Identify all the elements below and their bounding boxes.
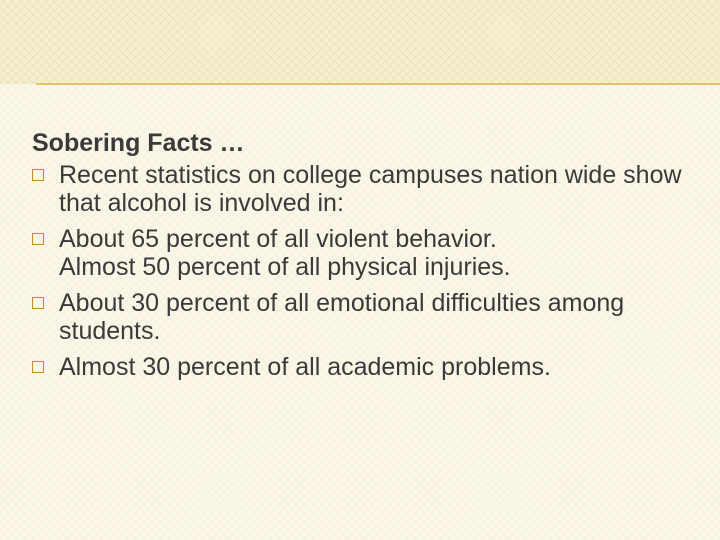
square-bullet-icon — [32, 297, 44, 309]
bullet-item — [32, 353, 682, 381]
square-bullet-icon — [32, 361, 44, 373]
slide-content — [32, 125, 682, 389]
bullet-text: About 30 percent of all emotional difficulties among students. — [59, 289, 625, 345]
plain-text-line: Almost 50 percent of all physical injuries. — [59, 253, 511, 281]
square-bullet-icon — [32, 233, 44, 245]
bullet-item — [32, 289, 682, 345]
title-divider — [36, 83, 720, 85]
top-decorative-band — [0, 0, 720, 84]
bullet-text: Almost 30 percent of all academic problems. — [59, 353, 551, 381]
square-bullet-icon — [32, 169, 44, 181]
bullet-item — [32, 161, 682, 217]
slide-heading: Sobering Facts … — [32, 129, 245, 157]
bullet-text: Recent statistics on college campuses nation wide show that alcohol is involved in: — [59, 161, 682, 217]
bullet-item — [32, 225, 682, 253]
bullet-text: About 65 percent of all violent behavior. — [59, 225, 497, 253]
